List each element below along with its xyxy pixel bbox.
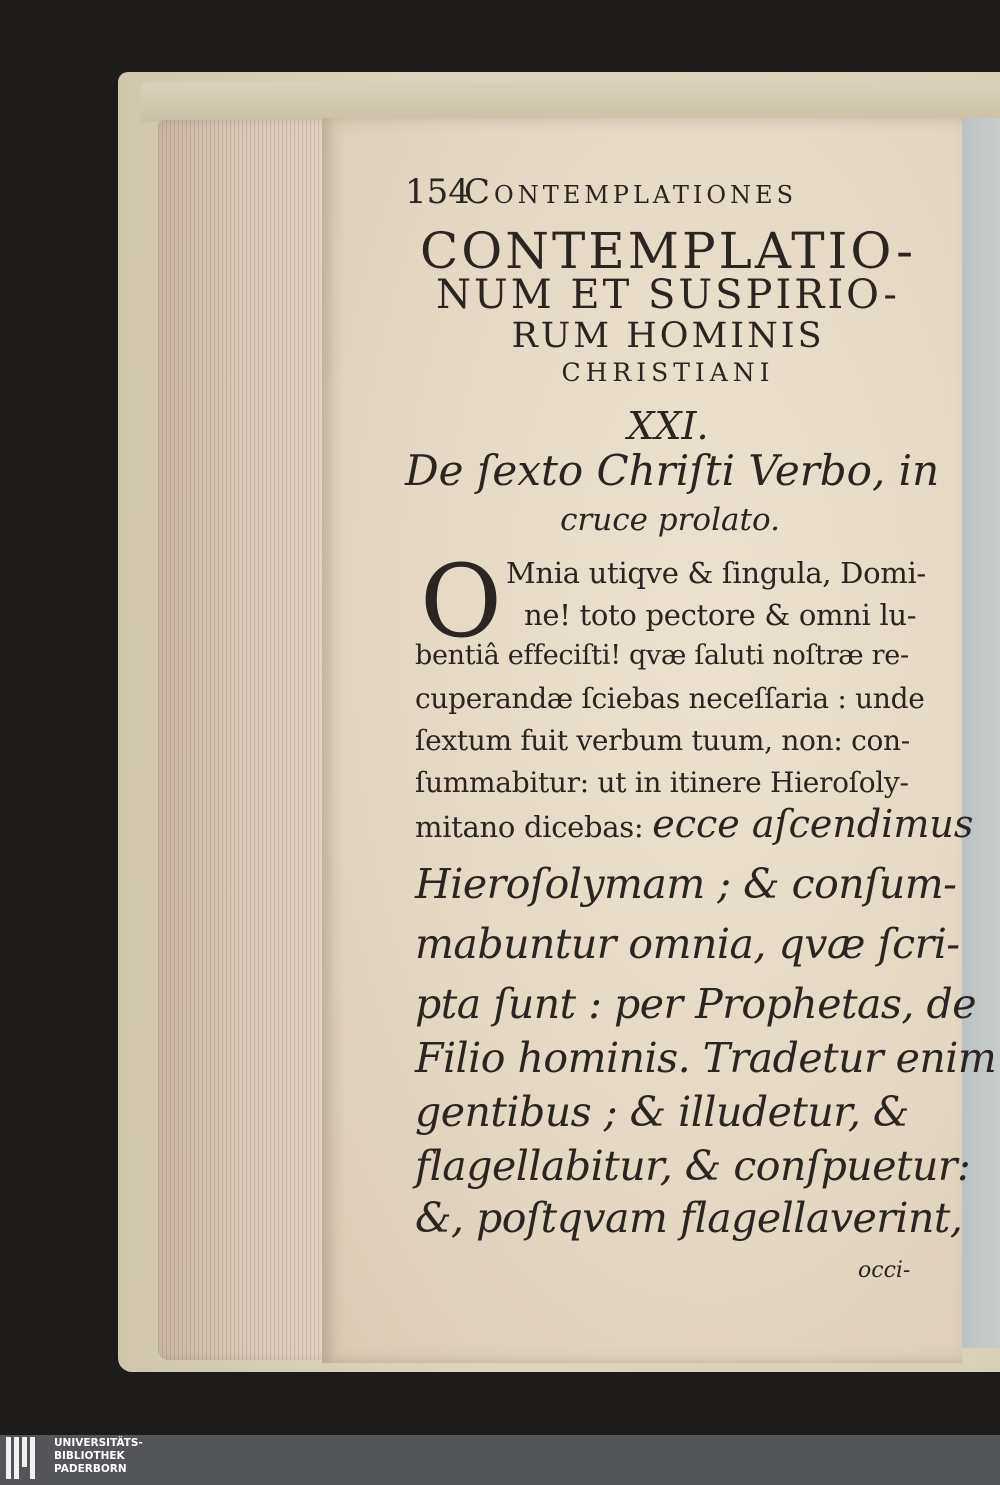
logo-line: UNIVERSITÄTS- (54, 1437, 143, 1449)
page-edges (158, 120, 338, 1360)
body-line: ſextum fuit verbum tuum, non: con- (415, 724, 910, 757)
body-line: cuperandæ ſciebas neceſſaria : unde (415, 682, 925, 715)
library-logo-icon (6, 1437, 46, 1483)
title-line-4: CHRISTIANI (561, 358, 775, 387)
title-line-2: NUM ET SUSPIRIO- (436, 272, 900, 318)
logo-line: BIBLIOTHEK (54, 1450, 125, 1462)
italic-line: &, poſtqvam flagellaverint, (415, 1194, 963, 1242)
body-line: ne! toto pectore & omni lu- (524, 598, 917, 632)
footer-bar (0, 1435, 1000, 1485)
title-line-1: CONTEMPLATIO- (419, 222, 917, 280)
subtitle-line-1: De ſexto Chriſti Verbo, in (405, 446, 940, 495)
italic-line: mabuntur omnia, qvæ ſcri- (415, 920, 960, 968)
library-logo-text (54, 1437, 143, 1476)
italic-line: pta ſunt : per Prophetas, de (415, 980, 977, 1028)
italic-line: gentibus ; & illudetur, & (415, 1088, 909, 1136)
drop-cap: O (420, 543, 502, 660)
section-number: XXI. (627, 404, 709, 448)
catchword: occi- (858, 1258, 911, 1283)
subtitle-line-2: cruce prolato. (560, 502, 780, 538)
book-cover-top (140, 82, 1000, 122)
body-line: Mnia utiqve & ſingula, Domi- (506, 556, 926, 590)
body-line: ſummabitur: ut in itinere Hieroſoly- (415, 766, 909, 799)
body-line: bentiâ effeciſti! qvæ ſaluti noſtræ re- (415, 640, 909, 671)
page-number: 154 (405, 172, 470, 212)
italic-line: flagellabitur, & conſpuetur: (415, 1142, 971, 1190)
logo-line: PADERBORN (54, 1463, 127, 1475)
running-head: Contemplationes (464, 172, 798, 212)
mixed-line-italic: ecce aſcendimus (652, 802, 974, 846)
mixed-line-roman: mitano dicebas: (415, 810, 653, 844)
title-line-3: RUM HOMINIS (511, 316, 825, 356)
italic-line: Filio hominis. Tradetur enim (415, 1034, 997, 1082)
italic-line: Hieroſolymam ; & conſum- (415, 860, 957, 908)
mixed-line (415, 802, 973, 846)
